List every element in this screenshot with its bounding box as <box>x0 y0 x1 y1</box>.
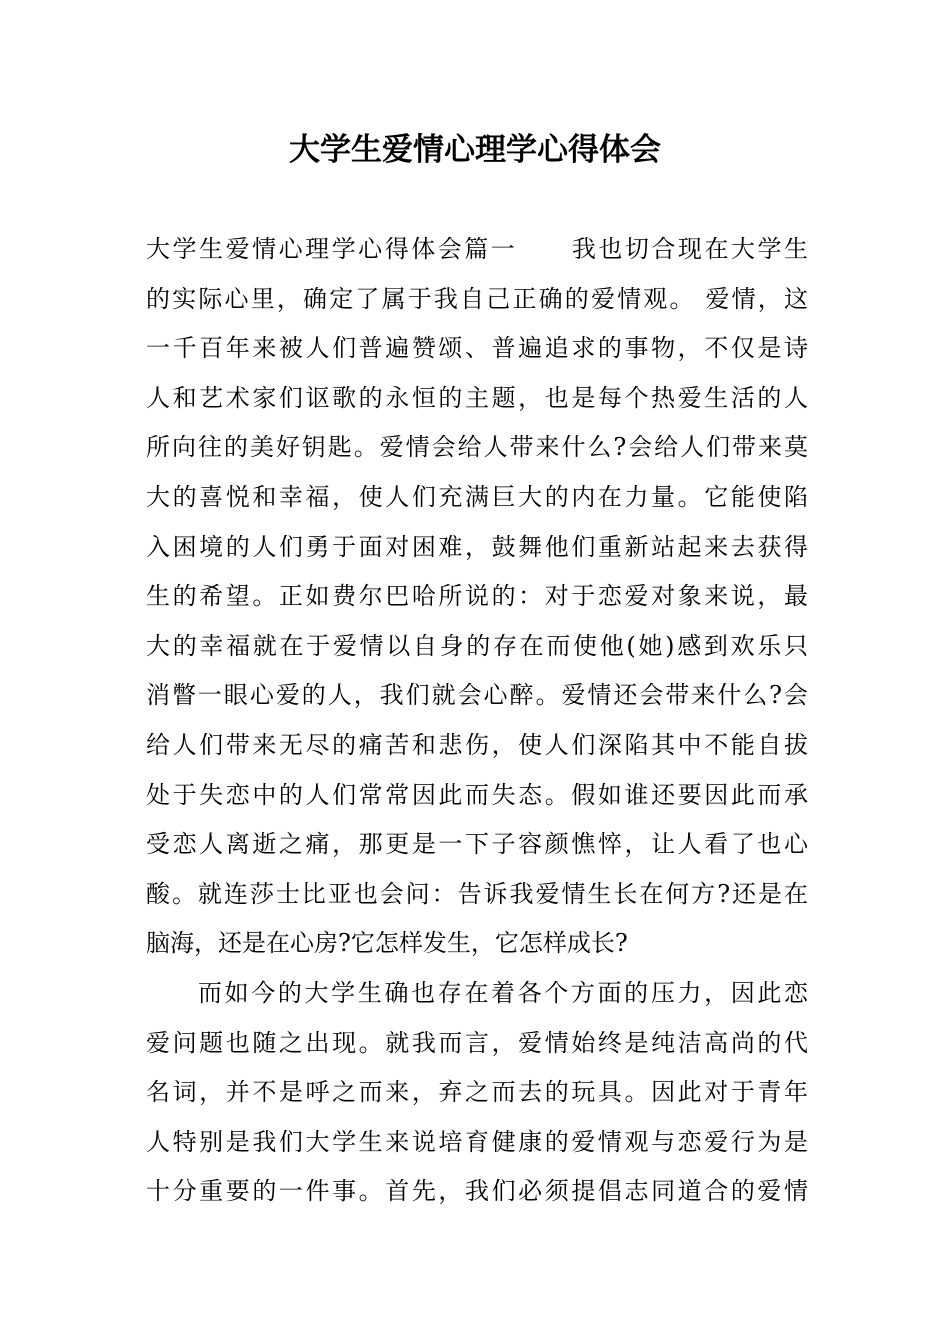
paragraph-line: 给人们带来无尽的痛苦和悲伤，使人们深陷其中不能自拔 <box>146 730 808 759</box>
paragraph-line: 名词，并不是呼之而来，弃之而去的玩具。因此对于青年 <box>146 1078 808 1107</box>
paragraph-line: 十分重要的一件事。首先，我们必须提倡志同道合的爱情 <box>146 1177 808 1206</box>
paragraph-line: 入困境的人们勇于面对困难，鼓舞他们重新站起来去获得 <box>146 532 808 561</box>
paragraph-line: 消瞥一眼心爱的人，我们就会心醉。爱情还会带来什么?会 <box>146 681 808 710</box>
paragraph-line <box>146 225 808 275</box>
paragraph-line: 人特别是我们大学生来说培育健康的爱情观与恋爱行为是 <box>146 1127 808 1156</box>
paragraph-line: 生的希望。正如费尔巴哈所说的：对于恋爱对象来说，最 <box>146 582 808 611</box>
paragraph-line: 人和艺术家们讴歌的永恒的主题，也是每个热爱生活的人 <box>146 383 808 412</box>
paragraph-line: 大的幸福就在于爱情以自身的存在而使他(她)感到欢乐只 <box>146 631 808 660</box>
paragraph-line: 而如今的大学生确也存在着各个方面的压力，因此恋 <box>198 978 808 1007</box>
paragraph-line: 所向往的美好钥匙。爱情会给人带来什么?会给人们带来莫 <box>146 433 808 462</box>
section-heading: 大学生爱情心理学心得体会篇一 <box>146 235 518 263</box>
paragraph-line: 处于失恋中的人们常常因此而失态。假如谁还要因此而承 <box>146 780 808 809</box>
paragraph-1 <box>146 225 808 969</box>
paragraph-line: 大的喜悦和幸福，使人们充满巨大的内在力量。它能使陷 <box>146 482 808 511</box>
paragraph-line: 爱问题也随之出现。就我而言，爱情始终是纯洁高尚的代 <box>146 1028 808 1057</box>
paragraph-line: 受恋人离逝之痛，那更是一下子容颜憔悴，让人看了也心 <box>146 830 808 859</box>
paragraph-line: 酸。就连莎士比亚也会问：告诉我爱情生长在何方?还是在 <box>146 879 808 908</box>
line-tail: 我也切合现在大学生 <box>569 235 809 263</box>
paragraph-2 <box>146 969 808 1217</box>
document-title: 大学生爱情心理学心得体会 <box>289 132 661 168</box>
document-body <box>146 225 808 1217</box>
paragraph-line: 的实际心里，确定了属于我自己正确的爱情观。 爱情，这 <box>146 284 808 313</box>
paragraph-line: 脑海，还是在心房?它怎样发生，它怎样成长? <box>146 929 628 958</box>
paragraph-line: 一千百年来被人们普遍赞颂、普遍追求的事物，不仅是诗 <box>146 334 808 363</box>
